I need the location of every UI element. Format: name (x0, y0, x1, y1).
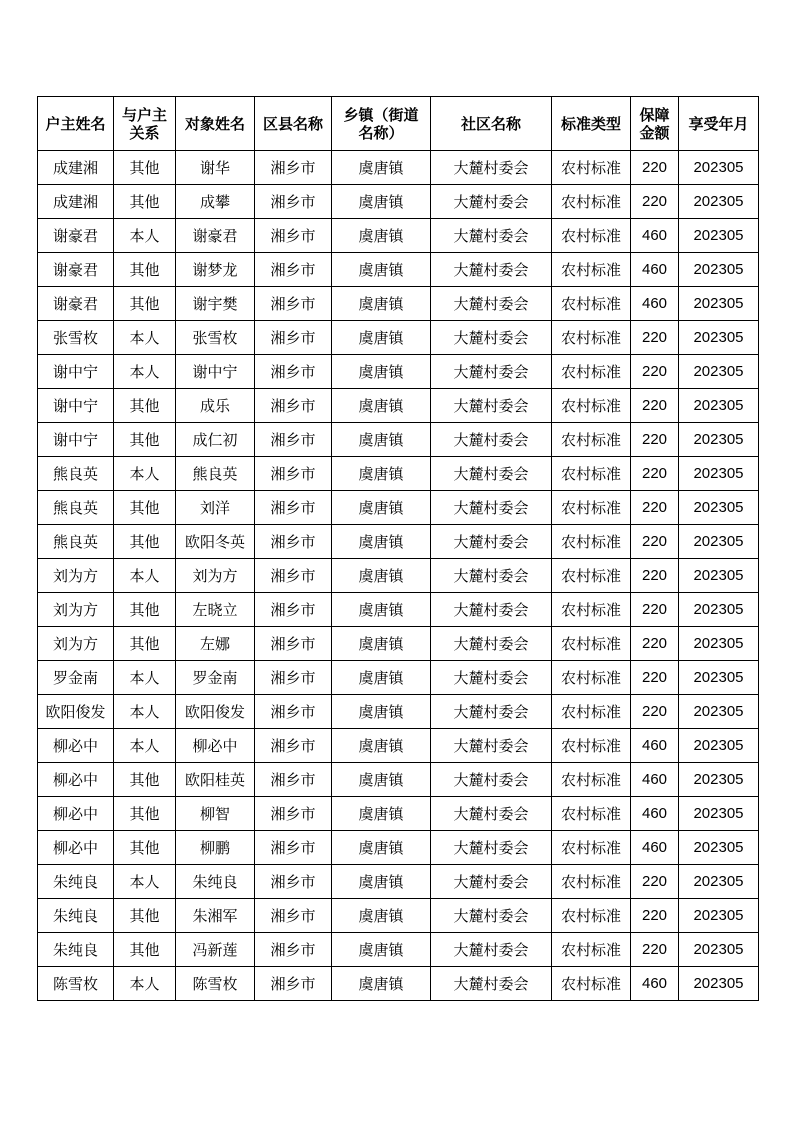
community-cell: 大麓村委会 (431, 695, 552, 729)
month-cell: 202305 (679, 763, 759, 797)
community-cell: 大麓村委会 (431, 559, 552, 593)
town-cell: 虞唐镇 (332, 525, 431, 559)
town-cell: 虞唐镇 (332, 729, 431, 763)
town-cell: 虞唐镇 (332, 593, 431, 627)
town-cell: 虞唐镇 (332, 797, 431, 831)
community-cell: 大麓村委会 (431, 321, 552, 355)
community-cell: 大麓村委会 (431, 491, 552, 525)
relation-cell: 本人 (114, 457, 176, 491)
month-cell: 202305 (679, 151, 759, 185)
head-name-cell: 刘为方 (38, 593, 114, 627)
county-cell: 湘乡市 (255, 797, 332, 831)
relation-cell: 本人 (114, 355, 176, 389)
standard-type-cell: 农村标准 (552, 729, 631, 763)
member-name-cell: 刘为方 (176, 559, 255, 593)
town-cell: 虞唐镇 (332, 491, 431, 525)
town-cell: 虞唐镇 (332, 253, 431, 287)
head-name-cell: 朱纯良 (38, 865, 114, 899)
standard-type-cell: 农村标准 (552, 933, 631, 967)
table-row (38, 287, 759, 321)
table-row (38, 219, 759, 253)
table-row (38, 661, 759, 695)
table-row (38, 389, 759, 423)
member-name-cell: 柳鹏 (176, 831, 255, 865)
month-cell: 202305 (679, 355, 759, 389)
month-cell: 202305 (679, 525, 759, 559)
table-body (38, 151, 759, 1001)
relation-cell: 本人 (114, 219, 176, 253)
county-cell: 湘乡市 (255, 253, 332, 287)
month-cell: 202305 (679, 253, 759, 287)
member-name-cell: 刘洋 (176, 491, 255, 525)
standard-type-cell: 农村标准 (552, 763, 631, 797)
header-standard-type: 标准类型 (552, 97, 631, 151)
standard-type-cell: 农村标准 (552, 389, 631, 423)
amount-cell: 220 (631, 389, 679, 423)
member-name-cell: 罗金南 (176, 661, 255, 695)
member-name-cell: 柳智 (176, 797, 255, 831)
community-cell: 大麓村委会 (431, 627, 552, 661)
head-name-cell: 谢中宁 (38, 389, 114, 423)
member-name-cell: 朱纯良 (176, 865, 255, 899)
amount-cell: 460 (631, 219, 679, 253)
community-cell: 大麓村委会 (431, 389, 552, 423)
month-cell: 202305 (679, 899, 759, 933)
county-cell: 湘乡市 (255, 423, 332, 457)
standard-type-cell: 农村标准 (552, 457, 631, 491)
month-cell: 202305 (679, 729, 759, 763)
head-name-cell: 熊良英 (38, 457, 114, 491)
community-cell: 大麓村委会 (431, 457, 552, 491)
head-name-cell: 朱纯良 (38, 899, 114, 933)
town-cell: 虞唐镇 (332, 219, 431, 253)
county-cell: 湘乡市 (255, 593, 332, 627)
head-name-cell: 罗金南 (38, 661, 114, 695)
town-cell: 虞唐镇 (332, 321, 431, 355)
town-cell: 虞唐镇 (332, 627, 431, 661)
table-row (38, 729, 759, 763)
standard-type-cell: 农村标准 (552, 627, 631, 661)
standard-type-cell: 农村标准 (552, 695, 631, 729)
amount-cell: 220 (631, 865, 679, 899)
member-name-cell: 欧阳冬英 (176, 525, 255, 559)
header-town: 乡镇（街道 名称） (332, 97, 431, 151)
amount-cell: 220 (631, 933, 679, 967)
community-cell: 大麓村委会 (431, 219, 552, 253)
head-name-cell: 熊良英 (38, 491, 114, 525)
amount-cell: 220 (631, 525, 679, 559)
relation-cell: 其他 (114, 287, 176, 321)
month-cell: 202305 (679, 559, 759, 593)
table-row (38, 593, 759, 627)
community-cell: 大麓村委会 (431, 763, 552, 797)
county-cell: 湘乡市 (255, 185, 332, 219)
member-name-cell: 谢华 (176, 151, 255, 185)
month-cell: 202305 (679, 457, 759, 491)
relation-cell: 其他 (114, 423, 176, 457)
community-cell: 大麓村委会 (431, 899, 552, 933)
county-cell: 湘乡市 (255, 763, 332, 797)
community-cell: 大麓村委会 (431, 185, 552, 219)
town-cell: 虞唐镇 (332, 423, 431, 457)
county-cell: 湘乡市 (255, 389, 332, 423)
month-cell: 202305 (679, 967, 759, 1001)
amount-cell: 220 (631, 899, 679, 933)
amount-cell: 220 (631, 491, 679, 525)
member-name-cell: 熊良英 (176, 457, 255, 491)
head-name-cell: 柳必中 (38, 729, 114, 763)
relation-cell: 其他 (114, 185, 176, 219)
town-cell: 虞唐镇 (332, 695, 431, 729)
community-cell: 大麓村委会 (431, 831, 552, 865)
town-cell: 虞唐镇 (332, 763, 431, 797)
member-name-cell: 冯新莲 (176, 933, 255, 967)
amount-cell: 220 (631, 321, 679, 355)
standard-type-cell: 农村标准 (552, 899, 631, 933)
relation-cell: 本人 (114, 559, 176, 593)
month-cell: 202305 (679, 627, 759, 661)
table-header-row (38, 97, 759, 151)
table-row (38, 865, 759, 899)
standard-type-cell: 农村标准 (552, 185, 631, 219)
amount-cell: 460 (631, 287, 679, 321)
relation-cell: 其他 (114, 899, 176, 933)
standard-type-cell: 农村标准 (552, 253, 631, 287)
community-cell: 大麓村委会 (431, 865, 552, 899)
standard-type-cell: 农村标准 (552, 355, 631, 389)
relation-cell: 其他 (114, 831, 176, 865)
county-cell: 湘乡市 (255, 831, 332, 865)
county-cell: 湘乡市 (255, 321, 332, 355)
county-cell: 湘乡市 (255, 627, 332, 661)
head-name-cell: 刘为方 (38, 559, 114, 593)
relation-cell: 其他 (114, 933, 176, 967)
community-cell: 大麓村委会 (431, 933, 552, 967)
town-cell: 虞唐镇 (332, 389, 431, 423)
standard-type-cell: 农村标准 (552, 797, 631, 831)
head-name-cell: 谢中宁 (38, 355, 114, 389)
community-cell: 大麓村委会 (431, 151, 552, 185)
county-cell: 湘乡市 (255, 287, 332, 321)
month-cell: 202305 (679, 661, 759, 695)
county-cell: 湘乡市 (255, 967, 332, 1001)
standard-type-cell: 农村标准 (552, 491, 631, 525)
standard-type-cell: 农村标准 (552, 423, 631, 457)
head-name-cell: 熊良英 (38, 525, 114, 559)
amount-cell: 220 (631, 151, 679, 185)
month-cell: 202305 (679, 865, 759, 899)
county-cell: 湘乡市 (255, 865, 332, 899)
county-cell: 湘乡市 (255, 933, 332, 967)
amount-cell: 220 (631, 627, 679, 661)
standard-type-cell: 农村标准 (552, 661, 631, 695)
standard-type-cell: 农村标准 (552, 287, 631, 321)
town-cell: 虞唐镇 (332, 185, 431, 219)
standard-type-cell: 农村标准 (552, 865, 631, 899)
relation-cell: 其他 (114, 253, 176, 287)
month-cell: 202305 (679, 389, 759, 423)
table-row (38, 797, 759, 831)
community-cell: 大麓村委会 (431, 423, 552, 457)
relation-cell: 本人 (114, 661, 176, 695)
relation-cell: 本人 (114, 729, 176, 763)
town-cell: 虞唐镇 (332, 865, 431, 899)
amount-cell: 460 (631, 831, 679, 865)
town-cell: 虞唐镇 (332, 967, 431, 1001)
data-table-container (37, 96, 758, 1001)
table-row (38, 321, 759, 355)
town-cell: 虞唐镇 (332, 831, 431, 865)
table-row (38, 763, 759, 797)
header-member-name: 对象姓名 (176, 97, 255, 151)
member-name-cell: 谢梦龙 (176, 253, 255, 287)
county-cell: 湘乡市 (255, 525, 332, 559)
table-row (38, 185, 759, 219)
month-cell: 202305 (679, 933, 759, 967)
relation-cell: 其他 (114, 525, 176, 559)
amount-cell: 460 (631, 729, 679, 763)
county-cell: 湘乡市 (255, 457, 332, 491)
county-cell: 湘乡市 (255, 729, 332, 763)
month-cell: 202305 (679, 287, 759, 321)
county-cell: 湘乡市 (255, 695, 332, 729)
head-name-cell: 谢豪君 (38, 287, 114, 321)
member-name-cell: 成仁初 (176, 423, 255, 457)
relation-cell: 本人 (114, 321, 176, 355)
relation-cell: 本人 (114, 967, 176, 1001)
head-name-cell: 朱纯良 (38, 933, 114, 967)
relation-cell: 其他 (114, 389, 176, 423)
head-name-cell: 张雪枚 (38, 321, 114, 355)
standard-type-cell: 农村标准 (552, 219, 631, 253)
member-name-cell: 陈雪枚 (176, 967, 255, 1001)
table-row (38, 457, 759, 491)
table-row (38, 933, 759, 967)
header-head-name: 户主姓名 (38, 97, 114, 151)
head-name-cell: 陈雪枚 (38, 967, 114, 1001)
amount-cell: 220 (631, 355, 679, 389)
head-name-cell: 欧阳俊发 (38, 695, 114, 729)
amount-cell: 460 (631, 253, 679, 287)
relation-cell: 其他 (114, 763, 176, 797)
town-cell: 虞唐镇 (332, 559, 431, 593)
county-cell: 湘乡市 (255, 151, 332, 185)
standard-type-cell: 农村标准 (552, 321, 631, 355)
amount-cell: 220 (631, 695, 679, 729)
amount-cell: 220 (631, 661, 679, 695)
community-cell: 大麓村委会 (431, 797, 552, 831)
table-row (38, 627, 759, 661)
month-cell: 202305 (679, 219, 759, 253)
relation-cell: 其他 (114, 151, 176, 185)
relation-cell: 本人 (114, 695, 176, 729)
county-cell: 湘乡市 (255, 661, 332, 695)
amount-cell: 220 (631, 559, 679, 593)
member-name-cell: 成乐 (176, 389, 255, 423)
community-cell: 大麓村委会 (431, 525, 552, 559)
header-amount: 保障 金额 (631, 97, 679, 151)
month-cell: 202305 (679, 797, 759, 831)
month-cell: 202305 (679, 593, 759, 627)
amount-cell: 220 (631, 423, 679, 457)
town-cell: 虞唐镇 (332, 457, 431, 491)
table-row (38, 525, 759, 559)
county-cell: 湘乡市 (255, 219, 332, 253)
town-cell: 虞唐镇 (332, 151, 431, 185)
month-cell: 202305 (679, 491, 759, 525)
member-name-cell: 欧阳俊发 (176, 695, 255, 729)
month-cell: 202305 (679, 423, 759, 457)
header-relation: 与户主 关系 (114, 97, 176, 151)
community-cell: 大麓村委会 (431, 967, 552, 1001)
table-row (38, 423, 759, 457)
table-row (38, 695, 759, 729)
table-row (38, 967, 759, 1001)
community-cell: 大麓村委会 (431, 593, 552, 627)
table-row (38, 559, 759, 593)
town-cell: 虞唐镇 (332, 287, 431, 321)
member-name-cell: 谢宇樊 (176, 287, 255, 321)
member-name-cell: 欧阳桂英 (176, 763, 255, 797)
head-name-cell: 谢豪君 (38, 253, 114, 287)
head-name-cell: 柳必中 (38, 831, 114, 865)
member-name-cell: 柳必中 (176, 729, 255, 763)
standard-type-cell: 农村标准 (552, 525, 631, 559)
town-cell: 虞唐镇 (332, 355, 431, 389)
town-cell: 虞唐镇 (332, 899, 431, 933)
table-row (38, 491, 759, 525)
member-name-cell: 朱湘军 (176, 899, 255, 933)
standard-type-cell: 农村标准 (552, 593, 631, 627)
county-cell: 湘乡市 (255, 559, 332, 593)
member-name-cell: 张雪枚 (176, 321, 255, 355)
head-name-cell: 柳必中 (38, 763, 114, 797)
relation-cell: 本人 (114, 865, 176, 899)
county-cell: 湘乡市 (255, 899, 332, 933)
amount-cell: 220 (631, 185, 679, 219)
community-cell: 大麓村委会 (431, 661, 552, 695)
head-name-cell: 成建湘 (38, 185, 114, 219)
data-table (37, 96, 759, 1001)
standard-type-cell: 农村标准 (552, 967, 631, 1001)
head-name-cell: 谢中宁 (38, 423, 114, 457)
table-row (38, 355, 759, 389)
relation-cell: 其他 (114, 491, 176, 525)
community-cell: 大麓村委会 (431, 253, 552, 287)
community-cell: 大麓村委会 (431, 355, 552, 389)
head-name-cell: 柳必中 (38, 797, 114, 831)
town-cell: 虞唐镇 (332, 933, 431, 967)
header-community: 社区名称 (431, 97, 552, 151)
amount-cell: 460 (631, 763, 679, 797)
table-row (38, 831, 759, 865)
amount-cell: 220 (631, 457, 679, 491)
standard-type-cell: 农村标准 (552, 831, 631, 865)
standard-type-cell: 农村标准 (552, 559, 631, 593)
standard-type-cell: 农村标准 (552, 151, 631, 185)
member-name-cell: 左娜 (176, 627, 255, 661)
relation-cell: 其他 (114, 627, 176, 661)
head-name-cell: 谢豪君 (38, 219, 114, 253)
community-cell: 大麓村委会 (431, 287, 552, 321)
month-cell: 202305 (679, 831, 759, 865)
amount-cell: 460 (631, 967, 679, 1001)
head-name-cell: 成建湘 (38, 151, 114, 185)
member-name-cell: 谢豪君 (176, 219, 255, 253)
header-month: 享受年月 (679, 97, 759, 151)
member-name-cell: 成攀 (176, 185, 255, 219)
month-cell: 202305 (679, 185, 759, 219)
county-cell: 湘乡市 (255, 355, 332, 389)
header-county: 区县名称 (255, 97, 332, 151)
town-cell: 虞唐镇 (332, 661, 431, 695)
month-cell: 202305 (679, 321, 759, 355)
relation-cell: 其他 (114, 797, 176, 831)
amount-cell: 220 (631, 593, 679, 627)
month-cell: 202305 (679, 695, 759, 729)
amount-cell: 460 (631, 797, 679, 831)
relation-cell: 其他 (114, 593, 176, 627)
county-cell: 湘乡市 (255, 491, 332, 525)
member-name-cell: 谢中宁 (176, 355, 255, 389)
table-row (38, 151, 759, 185)
table-row (38, 253, 759, 287)
table-row (38, 899, 759, 933)
head-name-cell: 刘为方 (38, 627, 114, 661)
community-cell: 大麓村委会 (431, 729, 552, 763)
member-name-cell: 左晓立 (176, 593, 255, 627)
